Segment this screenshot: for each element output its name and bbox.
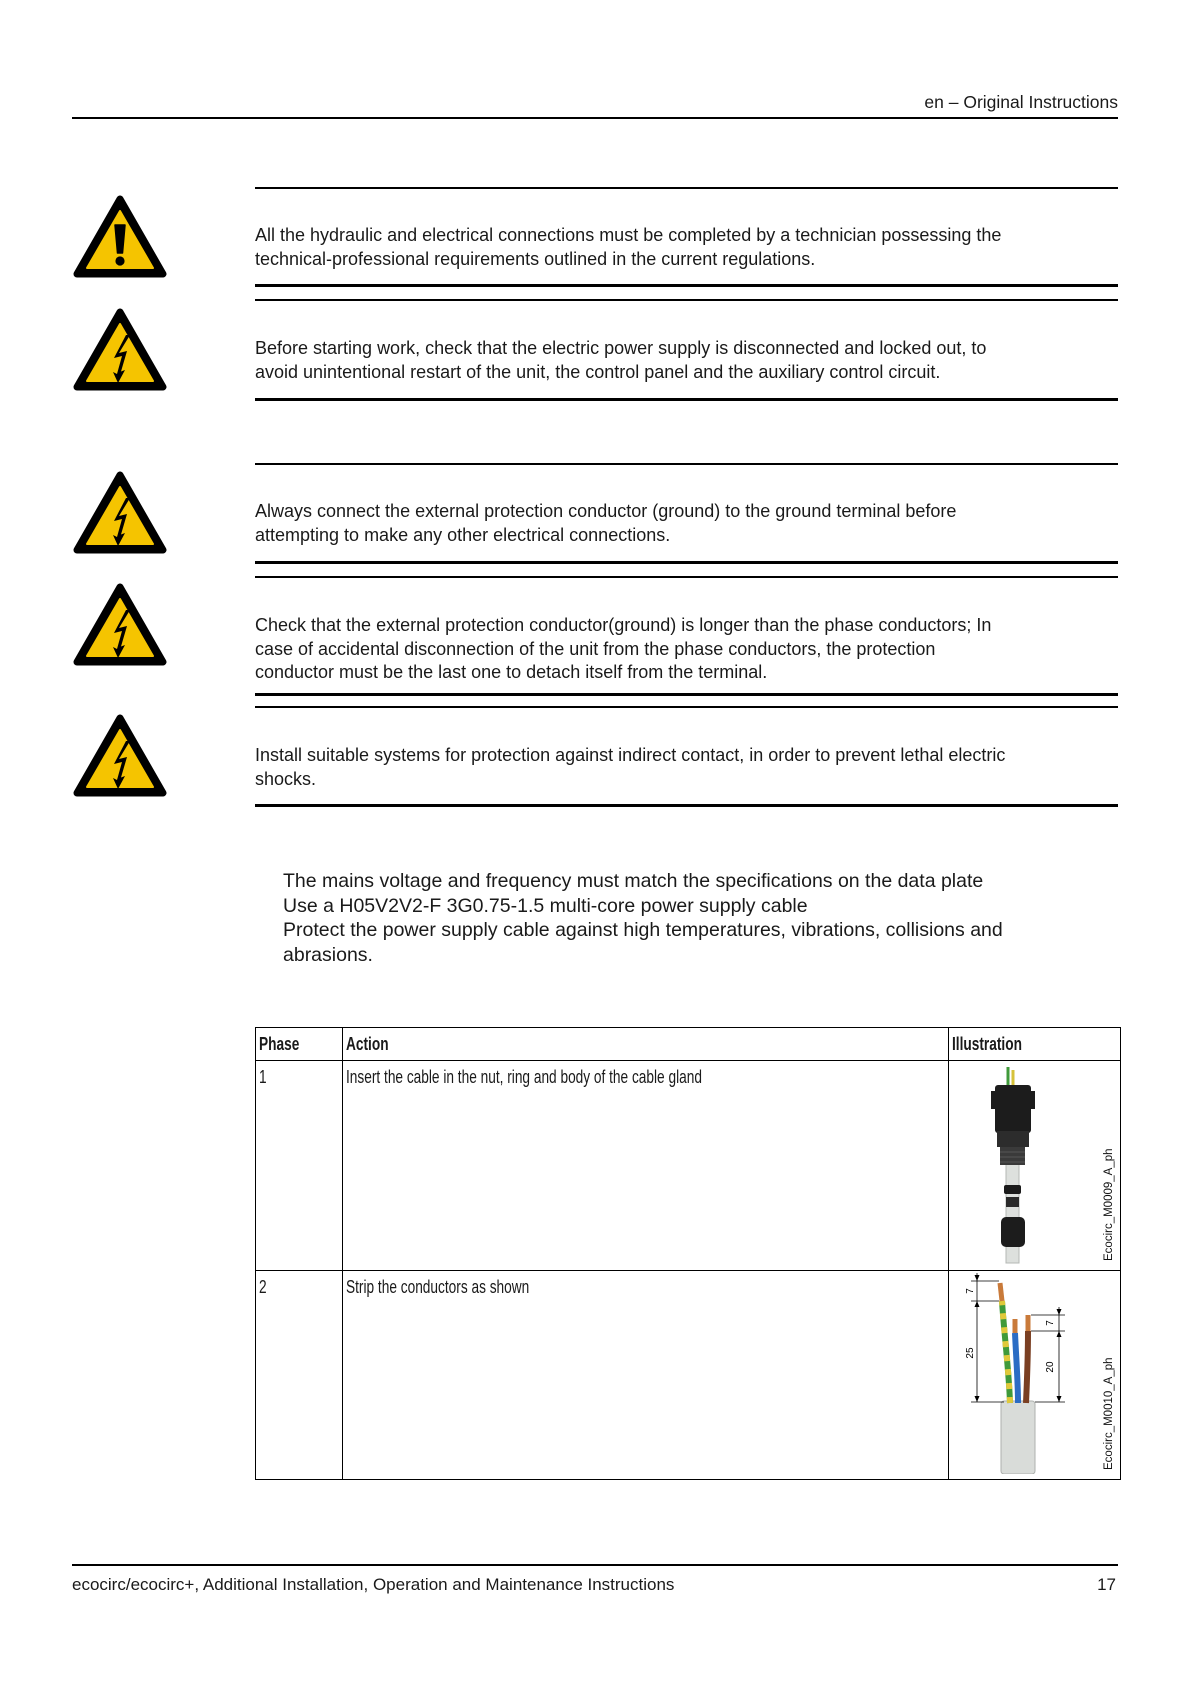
note-line: Protect the power supply cable against high temperatures, vibrations, collisions and (283, 919, 1003, 941)
warning-text (255, 224, 1001, 271)
footer-title: ecocirc/ecocirc+, Additional Installation, Operation and Maintenance Instructions (72, 1575, 675, 1594)
dimension-label: 20 (1045, 1361, 1056, 1373)
header-illustration (949, 1028, 1121, 1061)
header-title: en – Original Instructions (924, 92, 1118, 112)
phase-number: 1 (259, 1067, 267, 1087)
table-row (256, 1061, 1121, 1271)
warning-rule-bottom (255, 561, 1118, 564)
table-header-row (256, 1028, 1121, 1061)
illustration-caption: Ecocirc_M0009_A_ph (1103, 1148, 1115, 1261)
warning-text (255, 744, 1005, 791)
action-text: Strip the conductors as shown (346, 1277, 530, 1297)
phase-number: 2 (259, 1277, 267, 1297)
action-text: Insert the cable in the nut, ring and body of the cable gland (346, 1067, 702, 1087)
dimension-label: 7 (965, 1288, 976, 1294)
action-cell (343, 1061, 949, 1271)
warning-text (255, 337, 986, 384)
warning-line: Before starting work, check that the electric power supply is disconnected and locked out, to (255, 338, 987, 358)
exclamation-warning-icon (72, 194, 168, 280)
warning-rule-bottom (255, 398, 1118, 401)
header-phase-label: Phase (259, 1034, 300, 1054)
illustration-caption: Ecocirc_M0010_A_ph (1103, 1357, 1115, 1470)
footer-rule (72, 1564, 1118, 1566)
warning-line: case of accidental disconnection of the unit from the phase conductors, the protection (255, 638, 936, 659)
electrical-hazard-icon (72, 307, 168, 393)
warning-line: Always connect the external protection conductor (ground) to the ground terminal before (255, 501, 957, 521)
dimension-label: 7 (1045, 1320, 1056, 1326)
warning-rule-top (255, 706, 1118, 708)
warning-text (255, 614, 991, 685)
warning-rule-top (255, 463, 1118, 465)
page-number: 17 (1097, 1575, 1116, 1594)
cable-gland-illustration (949, 1061, 1119, 1264)
warning-rule-bottom (255, 804, 1118, 807)
supply-notes (283, 869, 1003, 967)
electrical-hazard-icon (72, 470, 168, 556)
warning-line: avoid unintentional restart of the unit, the control panel and the auxiliary control circuit. (255, 361, 941, 382)
warning-rule-bottom (255, 284, 1118, 287)
header-illustration-label: Illustration (952, 1034, 1022, 1054)
warning-line: Check that the external protection conductor(ground) is longer than the phase conductors; In (255, 615, 992, 635)
dimension-label: 25 (965, 1347, 976, 1359)
action-cell (343, 1271, 949, 1480)
header-action (343, 1028, 949, 1061)
header-rule (72, 117, 1118, 119)
electrical-hazard-icon (72, 582, 168, 668)
table-row (256, 1271, 1121, 1480)
warning-line: attempting to make any other electrical connections. (255, 524, 671, 545)
warning-rule-top (255, 576, 1118, 578)
warning-rule-top (255, 299, 1118, 301)
warning-rule-top (255, 187, 1118, 189)
warning-line: Install suitable systems for protection against indirect contact, in order to prevent lethal electric (255, 745, 1006, 765)
note-line: abrasions. (283, 943, 373, 966)
installation-steps-table (255, 1027, 1121, 1480)
phase-cell (256, 1271, 343, 1480)
warning-line: conductor must be the last one to detach itself from the terminal. (255, 662, 768, 683)
warning-rule-bottom (255, 693, 1118, 696)
warning-text (255, 500, 956, 547)
warning-line: technical-professional requirements outlined in the current regulations. (255, 248, 816, 269)
header-phase (256, 1028, 343, 1061)
illustration-cell (949, 1271, 1121, 1480)
illustration-cell (949, 1061, 1121, 1271)
warning-line: All the hydraulic and electrical connections must be completed by a technician possessing the (255, 225, 1002, 245)
warning-line: shocks. (255, 768, 317, 789)
header-action-label: Action (346, 1034, 389, 1054)
electrical-hazard-icon (72, 713, 168, 799)
phase-cell (256, 1061, 343, 1271)
note-line: The mains voltage and frequency must match the specifications on the data plate (283, 870, 984, 892)
stripped-cable-illustration (949, 1271, 1119, 1474)
note-line: Use a H05V2V2-F 3G0.75-1.5 multi-core power supply cable (283, 894, 808, 917)
